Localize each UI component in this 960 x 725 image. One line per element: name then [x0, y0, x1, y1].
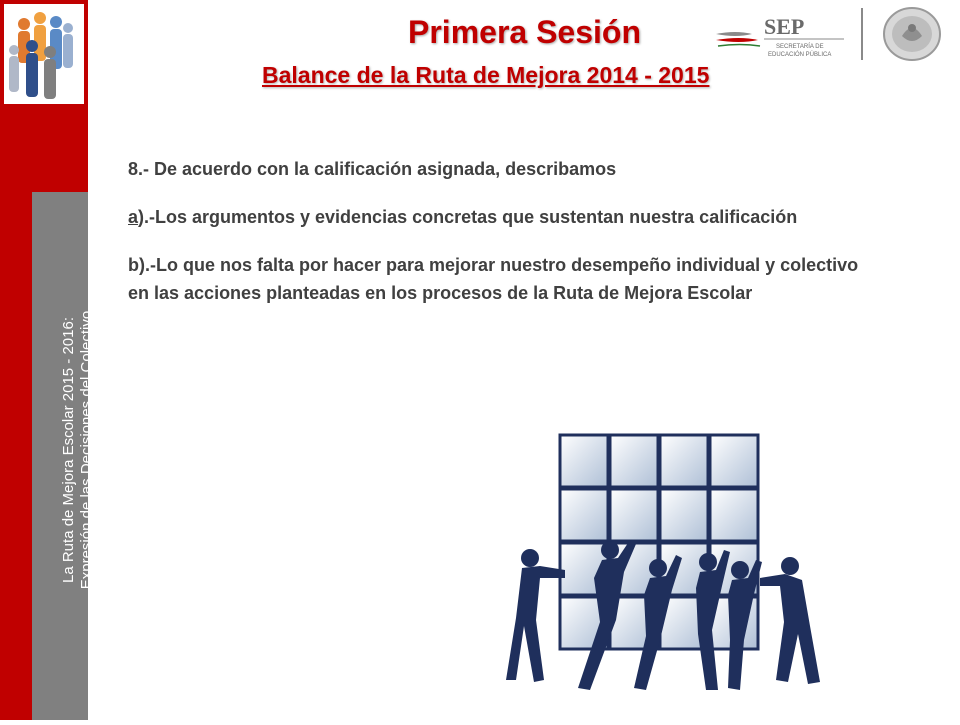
page-subtitle: Balance de la Ruta de Mejora 2014 - 2015 — [262, 62, 710, 88]
sep-caption-2: EDUCACIÓN PÚBLICA — [768, 52, 832, 58]
sidebar-caption — [60, 195, 96, 705]
side-band — [0, 0, 95, 720]
content-body — [128, 155, 868, 327]
page-title: Primera Sesión — [408, 14, 641, 50]
mexico-seal-icon — [880, 6, 944, 62]
sep-caption-1: SECRETARÍA DE — [776, 44, 824, 50]
item-a-text: ).-Los argumentos y evidencias concretas que sustentan nuestra calificación — [138, 207, 798, 227]
item-a-letter: a — [128, 207, 139, 227]
sidebar-line-1: La Ruta de Mejora Escolar 2015 - 2016: — [60, 317, 77, 583]
logo-divider — [861, 8, 863, 60]
sep-logo-icon — [716, 10, 848, 60]
sep-logo-text: SEP — [764, 14, 805, 39]
people-pushing-blocks-illustration — [440, 390, 880, 720]
people-group-logo-icon — [4, 4, 84, 104]
item-b: b).-Lo que nos falta por hacer para mejorar nuestro desempeño individual y colectivo en las acciones planteadas en los procesos de la Ruta de Mejora Escolar — [128, 255, 859, 303]
item-a — [128, 203, 868, 231]
intro-text: 8.- De acuerdo con la calificación asignada, describamos — [128, 159, 617, 179]
sidebar-line-2: Expresión de las Decisiones del Colectivo — [78, 310, 95, 590]
